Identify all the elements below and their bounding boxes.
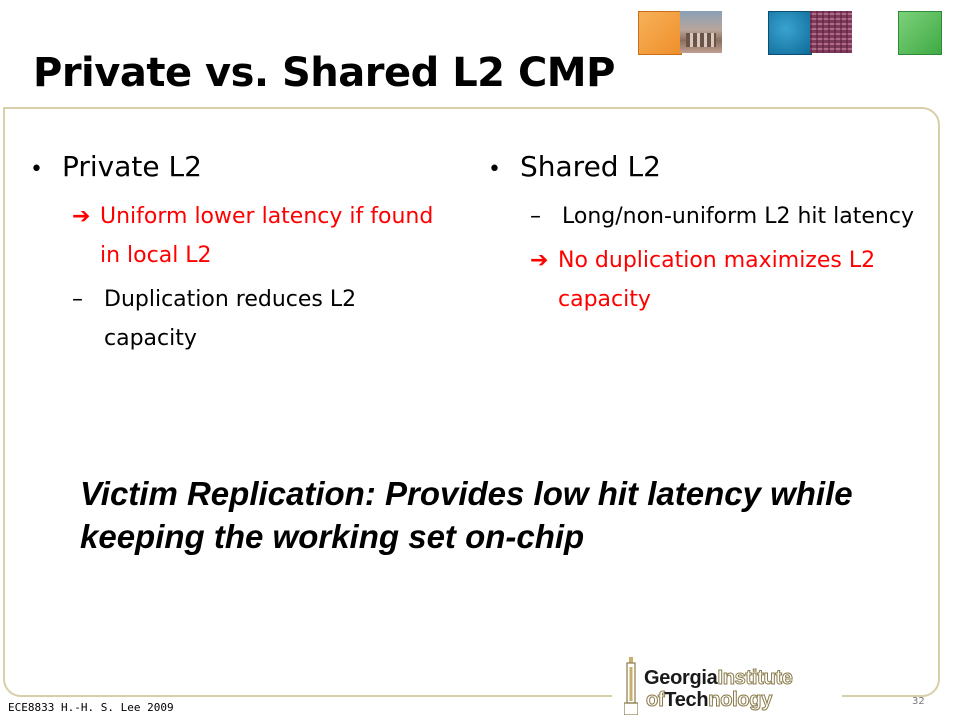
dash-icon: – <box>72 287 83 312</box>
logo-word-tech: Tech <box>664 689 709 711</box>
thumbnail-campus-photo <box>680 11 722 53</box>
thumbnail-blue-square <box>768 11 812 55</box>
page-number: 32 <box>912 696 925 707</box>
arrow-right-icon: ➔ <box>72 204 91 229</box>
sub-item-arrow <box>530 241 928 319</box>
bullet-heading-text: Shared L2 <box>520 150 661 183</box>
sub-item-text: Long/non-uniform L2 hit latency <box>562 204 914 229</box>
arrow-right-icon: ➔ <box>530 248 549 273</box>
footer-credit: ECE8833 H.-H. S. Lee 2009 <box>8 701 174 714</box>
bullet-heading <box>30 150 440 183</box>
sub-item-dash <box>72 280 440 358</box>
logo-word-of: of <box>646 689 665 711</box>
thumbnail-orange-square <box>638 11 682 55</box>
sub-item-text: Duplication reduces L2 capacity <box>104 287 357 351</box>
slide-title: Private vs. Shared L2 CMP <box>33 50 615 96</box>
logo-word-nology: nology <box>708 689 773 711</box>
sub-item-dash <box>530 197 928 236</box>
bullet-dot-icon: • <box>30 157 43 182</box>
bullet-heading <box>488 150 928 183</box>
logo-line-1 <box>644 667 793 689</box>
dash-icon: – <box>530 204 541 229</box>
georgia-tech-logo <box>612 655 842 717</box>
bullet-heading-text: Private L2 <box>62 150 202 183</box>
column-shared-l2 <box>488 150 928 324</box>
callout-text: Victim Replication: Provides low hit latency while keeping the working set on-chip <box>80 475 853 555</box>
bullet-dot-icon: • <box>488 157 501 182</box>
sub-item-arrow <box>72 197 440 275</box>
logo-line-2 <box>646 689 772 711</box>
sub-item-text: No duplication maximizes L2 capacity <box>558 248 876 312</box>
tech-tower-icon <box>624 657 638 715</box>
thumbnail-chip-photo <box>810 11 852 53</box>
thumbnail-green-square <box>898 11 942 55</box>
column-private-l2 <box>30 150 440 363</box>
logo-word-institute: Institute <box>717 667 793 689</box>
sub-item-text: Uniform lower latency if found in local L2 <box>100 204 434 268</box>
logo-word-georgia: Georgia <box>644 667 718 689</box>
